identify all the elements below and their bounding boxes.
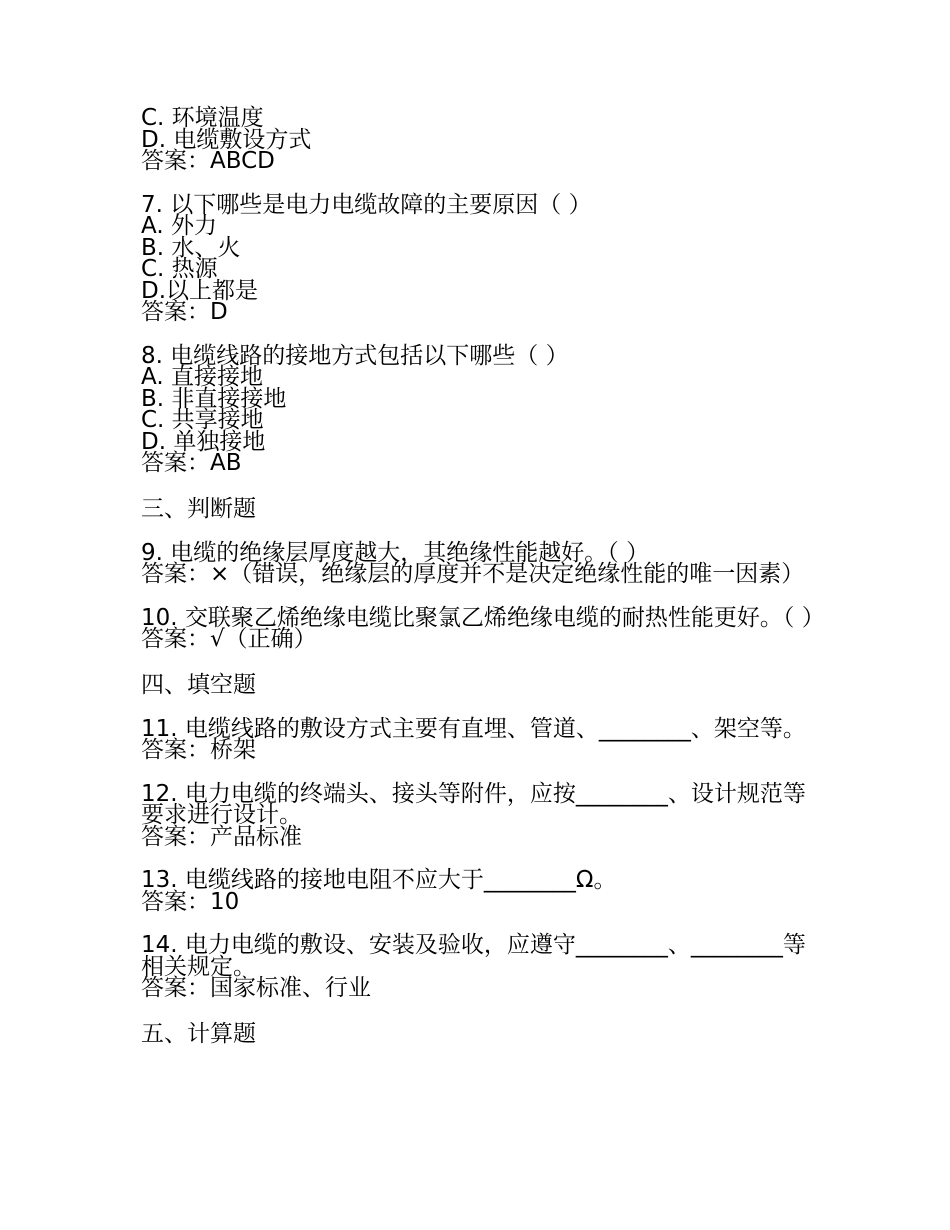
question-11-text: 11. 电缆线路的敷设方式主要有直埋、管道、________、架空等。 — [141, 715, 806, 742]
question-8-option-a: A. 直接接地 — [141, 364, 263, 390]
question-9-answer: 答案：×（错误，绝缘层的厚度并不是决定绝缘性能的唯一因素） — [141, 561, 805, 587]
question-14 — [141, 932, 821, 1001]
question-9-text: 9. 电缆的绝缘层厚度越大，其绝缘性能越好。（ ） — [141, 539, 650, 566]
question-8-answer: 答案：AB — [141, 450, 242, 476]
question-13-answer: 答案：10 — [141, 888, 240, 915]
question-14-answer: 答案：国家标准、行业 — [141, 975, 371, 1001]
document-page — [141, 105, 825, 1068]
question-7 — [141, 191, 821, 325]
question-12 — [141, 780, 821, 850]
question-13-text: 13. 电缆线路的接地电阻不应大于________Ω。 — [141, 867, 617, 893]
question-7-text: 7. 以下哪些是电力电缆故障的主要原因（ ） — [141, 191, 592, 218]
question-8-text: 8. 电缆线路的接地方式包括以下哪些（ ） — [141, 342, 569, 369]
question-8-option-b: B. 非直接接地 — [141, 385, 287, 412]
question-7-option-a: A. 外力 — [141, 213, 217, 239]
question-12-answer: 答案：产品标准 — [141, 823, 302, 850]
question-7-answer: 答案：D — [141, 299, 228, 325]
question-6-option-c: C. 环境温度 — [141, 105, 264, 131]
question-6-tail — [141, 105, 821, 174]
section-heading-calculation: 五、计算题 — [141, 1020, 256, 1047]
question-7-option-d: D.以上都是 — [141, 277, 259, 304]
question-7-option-b: B. 水、火 — [141, 234, 241, 261]
question-6-answer: 答案：ABCD — [141, 148, 275, 174]
question-10-text: 10. 交联聚乙烯绝缘电缆比聚氯乙烯绝缘电缆的耐热性能更好。（ ） — [141, 604, 825, 631]
question-9 — [141, 539, 821, 587]
question-8-option-d: D. 单独接地 — [141, 428, 266, 455]
question-10-answer: 答案：√（正确） — [141, 626, 317, 652]
question-8-option-c: C. 共享接地 — [141, 407, 264, 433]
question-11 — [141, 715, 821, 763]
question-11-answer: 答案：桥架 — [141, 737, 256, 763]
question-7-option-c: C. 热源 — [141, 256, 218, 282]
question-12-text: 12. 电力电缆的终端头、接头等附件，应按________、设计规范等要求进行设计。 — [141, 780, 806, 828]
question-13 — [141, 867, 821, 915]
question-6-option-d: D. 电缆敷设方式 — [141, 126, 312, 153]
question-8 — [141, 342, 821, 476]
question-10 — [141, 604, 825, 652]
section-heading-true-false: 三、判断题 — [141, 495, 256, 522]
section-heading-fill-blank: 四、填空题 — [141, 671, 256, 698]
question-14-text: 14. 电力电缆的敷设、安装及验收，应遵守________、________等相关规定。 — [141, 932, 806, 980]
